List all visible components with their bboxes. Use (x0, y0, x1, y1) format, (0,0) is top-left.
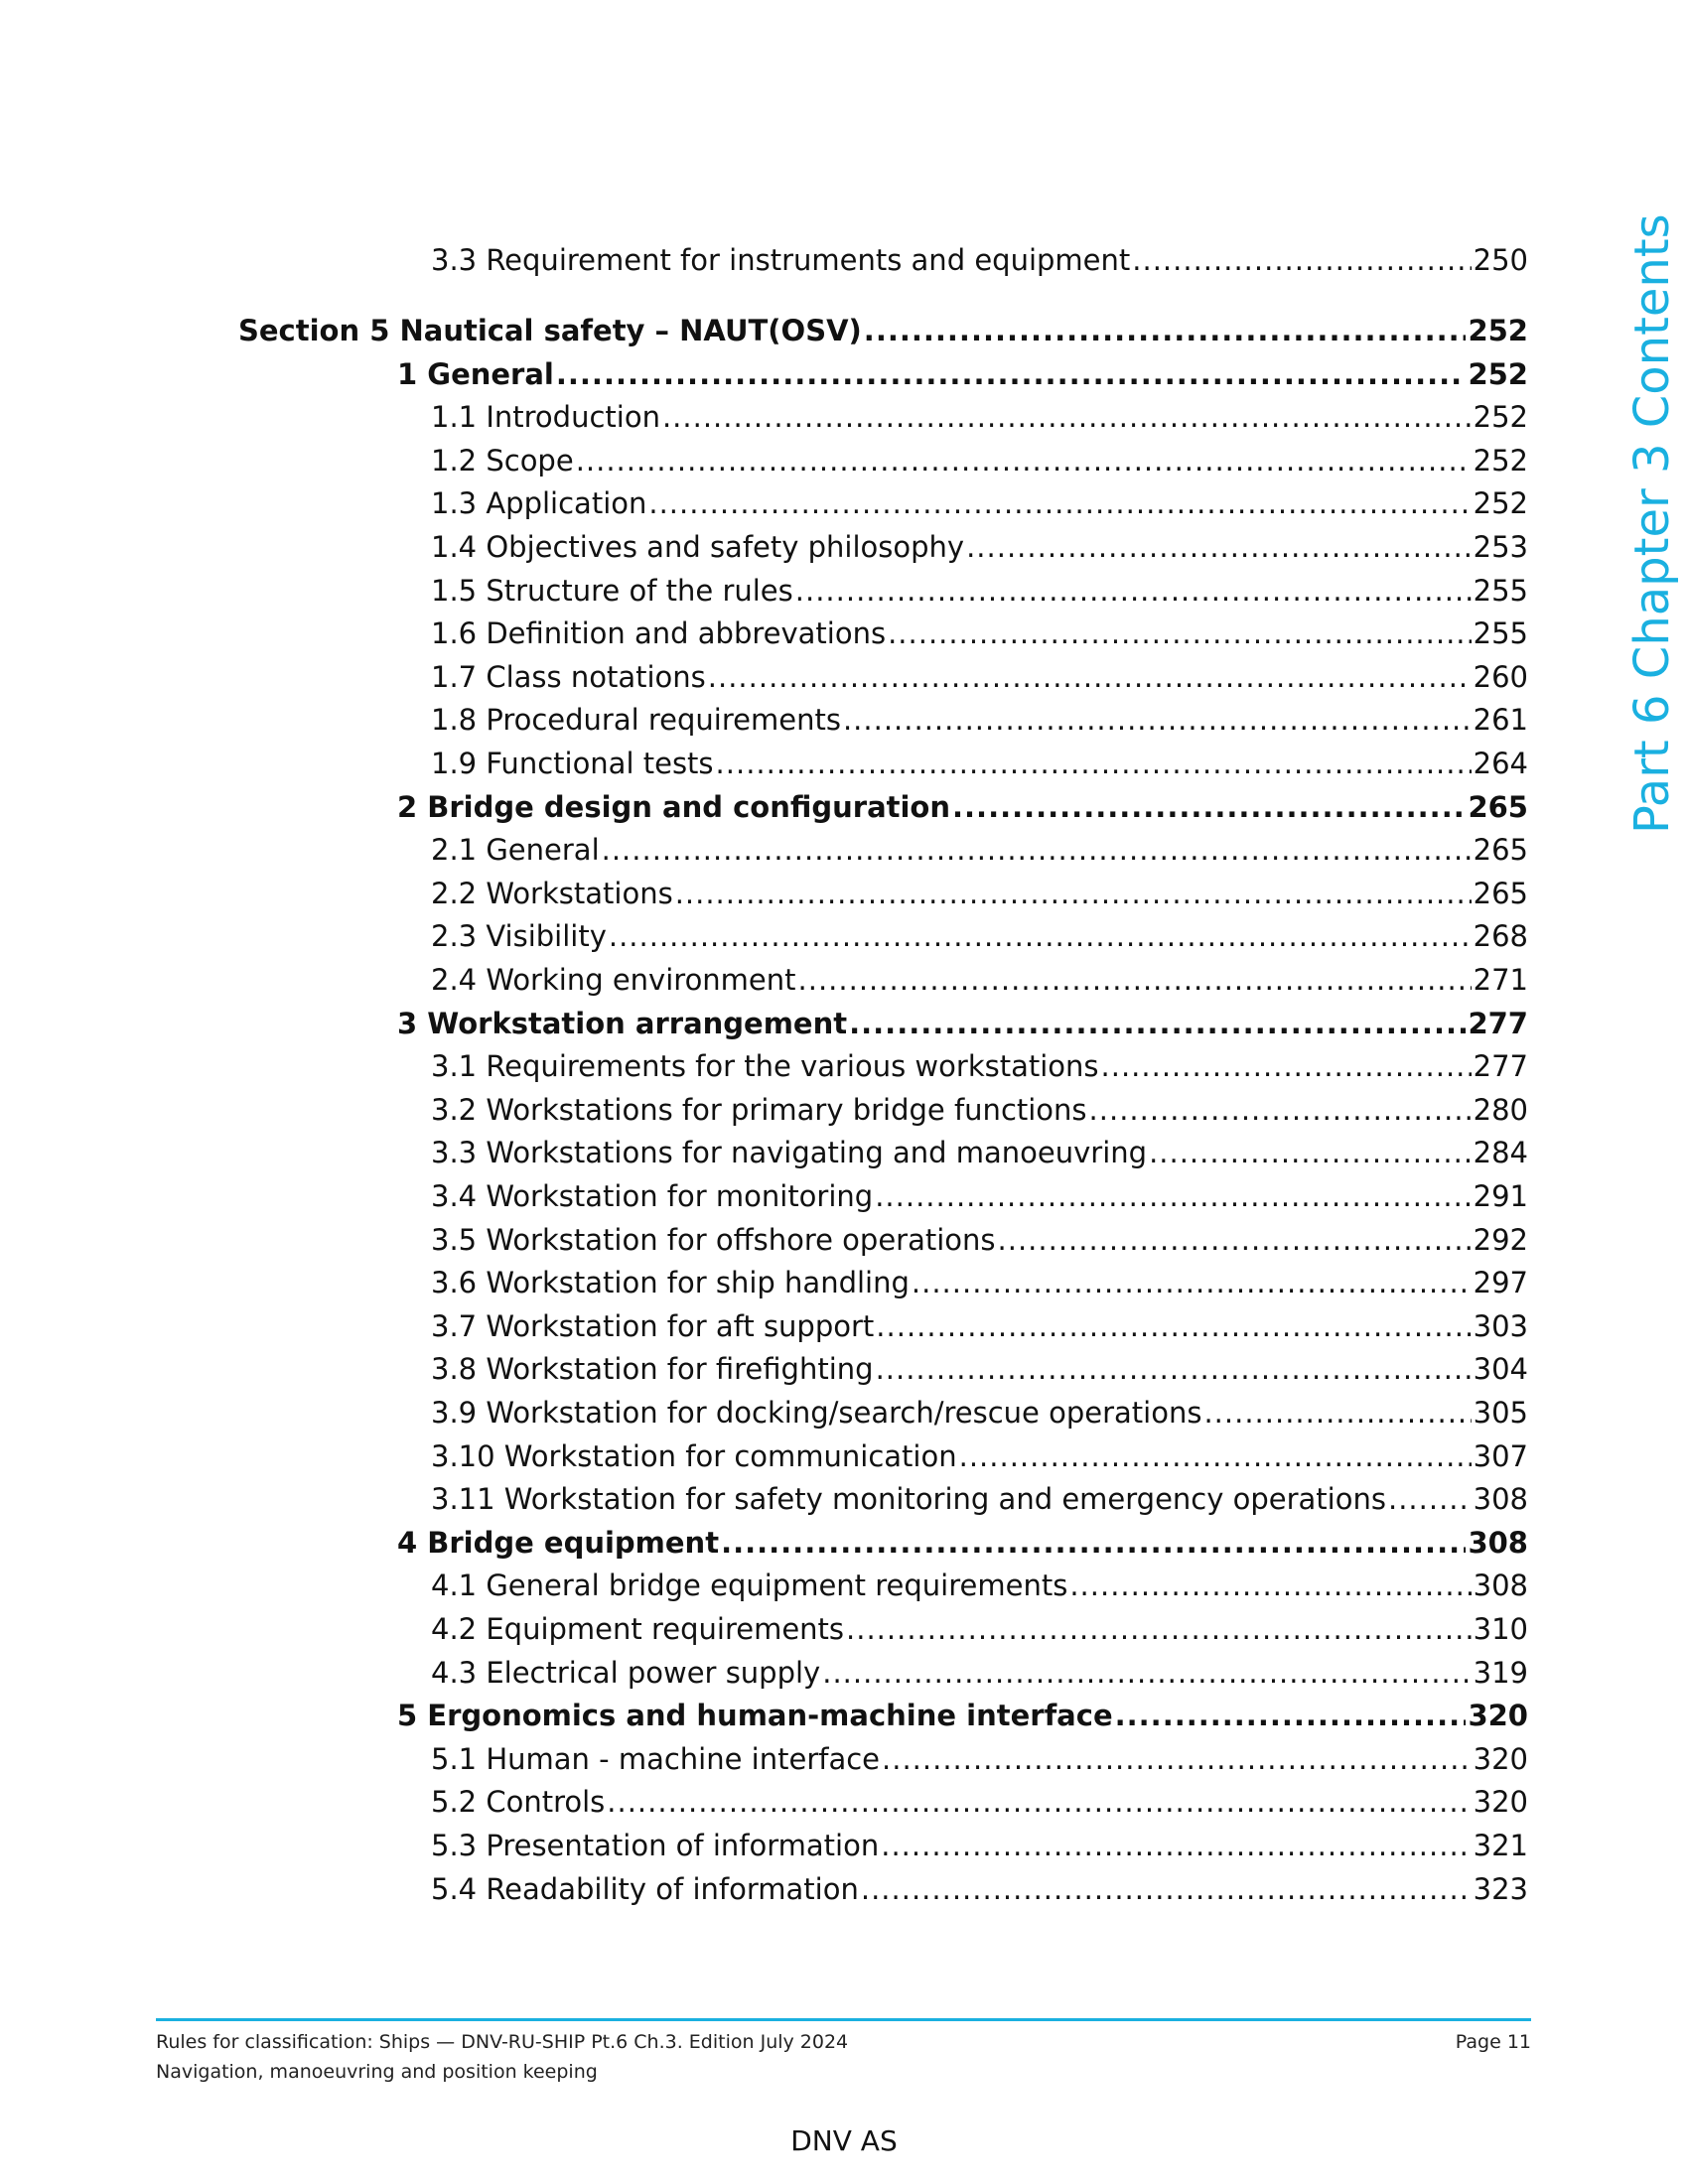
dot-leader (952, 789, 1466, 825)
toc-subentry[interactable] (431, 443, 1528, 478)
dot-leader (959, 1438, 1472, 1474)
toc-entry-page: 310 (1473, 1612, 1528, 1646)
toc-chapter-entry[interactable] (397, 1006, 1528, 1041)
toc-entry-page: 250 (1473, 243, 1528, 277)
dot-leader (966, 529, 1472, 565)
dot-leader (875, 1178, 1471, 1214)
toc-entry-page: 255 (1473, 573, 1528, 608)
toc-entry-page: 305 (1473, 1396, 1528, 1430)
toc-entry-page: 307 (1473, 1438, 1528, 1473)
toc-subentry[interactable] (431, 1741, 1528, 1777)
toc-entry-title: 3.10 Workstation for communication (431, 1438, 957, 1473)
toc-entry-title: 4.1 General bridge equipment requirements (431, 1569, 1068, 1603)
toc-entry-page: 308 (1468, 1525, 1528, 1560)
dot-leader (795, 573, 1472, 609)
toc-entry-title: 2.3 Visibility (431, 919, 607, 954)
toc-entry-title: 3.6 Workstation for ship handling (431, 1266, 910, 1300)
toc-subentry[interactable] (431, 1655, 1528, 1691)
toc-chapter-entry[interactable] (397, 1698, 1528, 1733)
toc-entry-page: 320 (1468, 1699, 1528, 1733)
toc-entry-page: 264 (1473, 747, 1528, 780)
toc-entry-page: 271 (1473, 963, 1528, 997)
toc-entry-page: 297 (1473, 1266, 1528, 1300)
toc-subentry[interactable] (431, 1178, 1528, 1214)
dot-leader (1069, 1568, 1471, 1603)
toc-chapter-entry[interactable] (397, 1525, 1528, 1561)
toc-subentry[interactable] (431, 1395, 1528, 1431)
dot-leader (888, 615, 1472, 651)
toc-entry-title: 5.2 Controls (431, 1785, 606, 1820)
toc-subentry[interactable] (431, 746, 1528, 781)
toc-subentry[interactable] (431, 615, 1528, 651)
toc-subentry[interactable] (431, 1135, 1528, 1170)
toc-entry-page: 320 (1473, 1785, 1528, 1820)
toc-entry-page: 308 (1473, 1569, 1528, 1603)
toc-entry-title: 3.3 Requirement for instruments and equipment (431, 243, 1131, 277)
toc-entry-page: 261 (1473, 703, 1528, 738)
toc-entry-page: 291 (1473, 1179, 1528, 1213)
dot-leader (576, 443, 1472, 478)
toc-subentry[interactable] (431, 1048, 1528, 1084)
dot-leader (662, 399, 1472, 435)
toc-entry-page: 252 (1468, 356, 1528, 391)
dot-leader (881, 1828, 1471, 1863)
toc-subentry[interactable] (431, 1568, 1528, 1603)
toc-entry-title: 2.1 General (431, 833, 600, 868)
dot-leader (1203, 1395, 1471, 1431)
toc-subentry[interactable] (431, 1351, 1528, 1387)
toc-subentry[interactable] (431, 1784, 1528, 1820)
toc-entry-title: 5.1 Human - machine interface (431, 1741, 881, 1776)
toc-entry-page: 253 (1473, 530, 1528, 564)
toc-entry-page: 268 (1473, 919, 1528, 954)
toc-subentry[interactable] (431, 1092, 1528, 1128)
toc-entry-page: 308 (1473, 1482, 1528, 1517)
toc-entry-page: 277 (1473, 1049, 1528, 1084)
toc-entry-title: 2.2 Workstations (431, 876, 673, 910)
toc-subentry[interactable] (431, 918, 1528, 954)
dot-leader (1101, 1048, 1472, 1084)
toc-entry-title: 3.4 Workstation for monitoring (431, 1179, 874, 1213)
dot-leader (556, 356, 1467, 392)
footer-chapter-title: Navigation, manoeuvring and position keeping (156, 2061, 598, 2083)
toc-entry-title: 1.1 Introduction (431, 400, 660, 435)
toc-entry-page: 260 (1473, 659, 1528, 694)
toc-entry-title: 1.8 Procedural requirements (431, 703, 841, 738)
toc-subentry[interactable] (431, 1438, 1528, 1474)
dot-leader (882, 1741, 1472, 1777)
dot-leader (798, 962, 1472, 998)
toc-subentry[interactable] (431, 962, 1528, 998)
side-tab (1569, 213, 1680, 854)
toc-entry-title: 1.2 Scope (431, 443, 574, 478)
footer-page-number: Page 11 (1455, 2031, 1531, 2053)
toc-entry-page: 320 (1473, 1741, 1528, 1776)
toc-subentry[interactable] (431, 1308, 1528, 1344)
toc-entry-title: 5 Ergonomics and human-machine interface (397, 1699, 1113, 1733)
toc-entry-title: Section 5 Nautical safety – NAUT(OSV) (238, 314, 862, 347)
dot-leader (716, 746, 1472, 781)
toc-subentry[interactable] (431, 702, 1528, 738)
toc-entry-page: 280 (1473, 1092, 1528, 1127)
toc-subentry[interactable] (431, 876, 1528, 911)
dot-leader (1388, 1481, 1472, 1517)
dot-leader (721, 1525, 1466, 1561)
toc-entry-title: 1.3 Application (431, 486, 647, 521)
toc-entry-title: 2 Bridge design and configuration (397, 789, 951, 824)
toc-entry-title: 1.6 Definition and abbrevations (431, 616, 887, 651)
toc-entry-page: 265 (1468, 789, 1528, 824)
toc-subentry[interactable] (431, 832, 1528, 868)
toc-entry-page: 252 (1473, 443, 1528, 478)
toc-entry-title: 5.4 Readability of information (431, 1871, 859, 1906)
toc-subentry[interactable] (431, 399, 1528, 435)
toc-entry-page: 304 (1473, 1352, 1528, 1387)
toc-entry-title: 3.1 Requirements for the various workstations (431, 1049, 1099, 1084)
dot-leader (1115, 1698, 1467, 1733)
toc-subentry[interactable] (431, 1481, 1528, 1517)
toc-entry-title: 3.5 Workstation for offshore operations (431, 1222, 996, 1257)
toc-entry-page: 321 (1473, 1829, 1528, 1862)
toc-entry-title: 3.3 Workstations for navigating and manoeuvring (431, 1136, 1148, 1170)
toc-entry-page: 303 (1473, 1308, 1528, 1343)
toc-entry-title: 4 Bridge equipment (397, 1525, 720, 1560)
toc-subentry[interactable] (431, 1222, 1528, 1258)
toc-entry-page: 319 (1473, 1655, 1528, 1690)
toc-subentry[interactable] (431, 1871, 1528, 1907)
dot-leader (607, 1784, 1471, 1820)
toc-entry-title: 3.7 Workstation for aft support (431, 1308, 875, 1343)
toc-entry-page: 252 (1468, 314, 1528, 347)
toc-subentry[interactable] (431, 1828, 1528, 1863)
dot-leader (708, 659, 1472, 695)
toc-entry-title: 1.4 Objectives and safety philosophy (431, 530, 965, 564)
footer-rule (156, 2018, 1531, 2021)
dot-leader (846, 1611, 1472, 1647)
toc-subentry[interactable] (431, 1611, 1528, 1647)
toc-entry-title: 1.5 Structure of the rules (431, 573, 793, 608)
toc-section-entry[interactable] (238, 313, 1528, 348)
dot-leader (861, 1871, 1472, 1907)
dot-leader (675, 876, 1472, 911)
side-tab-label: Part 6 Chapter 3 Contents (1624, 213, 1680, 834)
toc-entry-title: 3.11 Workstation for safety monitoring and emergency operations (431, 1482, 1386, 1517)
dot-leader (849, 1006, 1466, 1041)
toc-entry-page: 292 (1473, 1222, 1528, 1257)
toc-entry-page: 323 (1473, 1871, 1528, 1906)
dot-leader (1149, 1135, 1472, 1170)
toc-entry-title: 3.2 Workstations for primary bridge functions (431, 1092, 1087, 1127)
toc-entry-page: 252 (1473, 486, 1528, 521)
dot-leader (822, 1655, 1471, 1691)
dot-leader (609, 918, 1472, 954)
dot-leader (602, 832, 1472, 868)
toc-subentry[interactable] (431, 529, 1528, 565)
toc-entry-page: 277 (1468, 1006, 1528, 1040)
toc-chapter-entry[interactable] (397, 789, 1528, 825)
dot-leader (864, 313, 1467, 348)
toc-subentry[interactable] (431, 573, 1528, 609)
dot-leader (876, 1308, 1471, 1344)
toc-subentry[interactable] (431, 1265, 1528, 1300)
toc-subentry[interactable] (431, 659, 1528, 695)
toc-entry-page: 255 (1473, 616, 1528, 651)
dot-leader (843, 702, 1472, 738)
toc-subentry[interactable] (431, 242, 1528, 278)
toc-entry-title: 4.2 Equipment requirements (431, 1612, 845, 1646)
dot-leader (998, 1222, 1472, 1258)
toc-entry-title: 3 Workstation arrangement (397, 1006, 848, 1040)
toc-entry-page: 252 (1473, 400, 1528, 435)
toc-entry-title: 1.9 Functional tests (431, 747, 714, 780)
toc-entry-title: 1.7 Class notations (431, 659, 706, 694)
dot-leader (1132, 242, 1471, 278)
toc-entry-title: 3.9 Workstation for docking/search/rescue operations (431, 1396, 1202, 1430)
toc-entry-title: 2.4 Working environment (431, 963, 796, 997)
toc-entry-title: 4.3 Electrical power supply (431, 1655, 821, 1690)
dot-leader (1089, 1092, 1472, 1128)
toc-subentry[interactable] (431, 485, 1528, 521)
toc-entry-title: 3.8 Workstation for firefighting (431, 1352, 874, 1387)
toc-chapter-entry[interactable] (397, 356, 1528, 392)
dot-leader (876, 1351, 1472, 1387)
footer-document-title: Rules for classification: Ships — DNV-RU-SHIP Pt.6 Ch.3. Edition July 2024 (156, 2031, 849, 2053)
dot-leader (648, 485, 1471, 521)
toc-entry-title: 1 General (397, 356, 554, 391)
toc-entry-page: 284 (1473, 1136, 1528, 1170)
company-name: DNV AS (790, 2124, 898, 2157)
toc-entry-title: 5.3 Presentation of information (431, 1829, 880, 1862)
dot-leader (912, 1265, 1472, 1300)
toc-entry-page: 265 (1473, 876, 1528, 910)
toc-entry-page: 265 (1473, 833, 1528, 868)
